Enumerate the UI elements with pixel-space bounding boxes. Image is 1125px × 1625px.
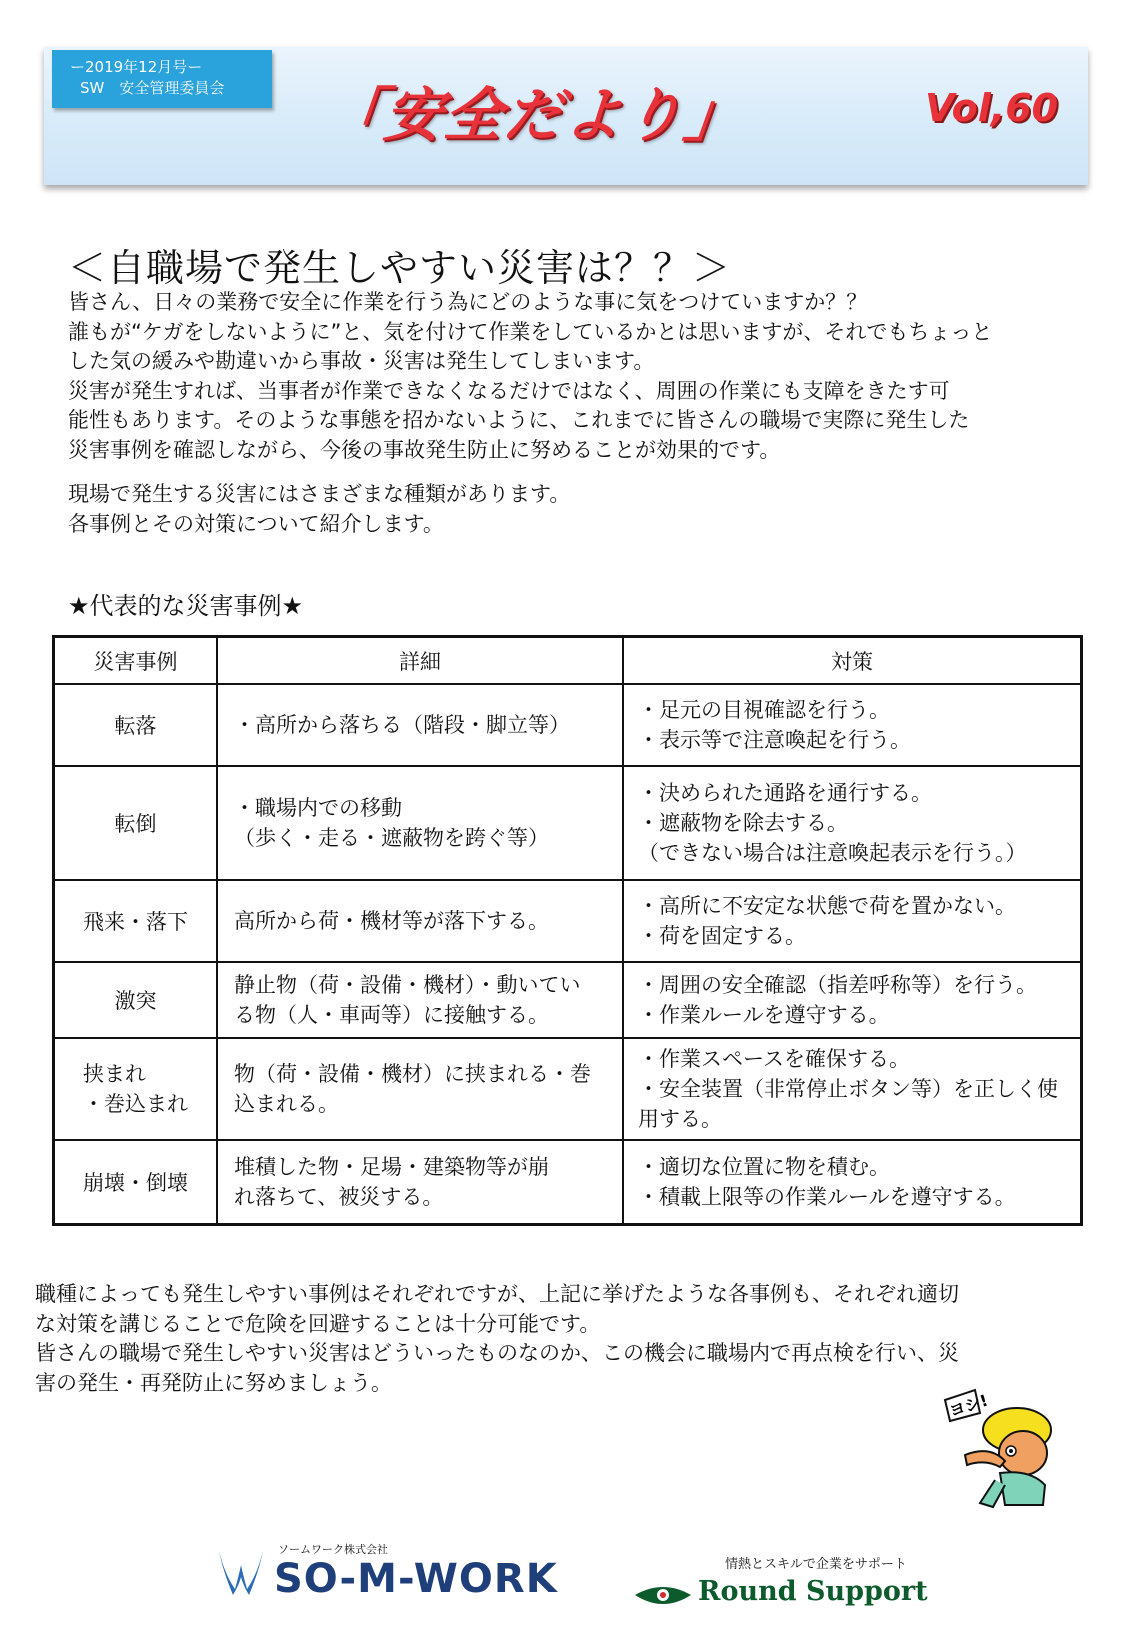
issue-badge <box>52 50 272 108</box>
som-work-logo-icon <box>215 1545 267 1597</box>
detail-cell <box>217 962 623 1038</box>
detail-line: る物（人・車両等）に接触する。 <box>234 1003 549 1027</box>
mascot-speech: ヨシ! <box>946 1390 991 1421</box>
mascot-pointing-illustration <box>905 1385 1070 1510</box>
intro-line: 現場で発生する災害にはさまざまな種類があります。 <box>68 482 571 506</box>
newsletter-title: 「安全だより」 <box>320 81 749 149</box>
detail-cell <box>217 1038 623 1140</box>
measure-line: ・安全装置（非常停止ボタン等）を正しく使 <box>638 1077 1058 1101</box>
mascot-body <box>945 1390 1051 1507</box>
measure-cell <box>623 684 1082 766</box>
som-work-company-label: ソームワーク株式会社 <box>278 1543 388 1556</box>
table-row <box>54 1140 1082 1224</box>
table-row <box>54 684 1082 766</box>
detail-cell <box>217 1140 623 1224</box>
section-title: ★代表的な災害事例★ <box>68 592 304 620</box>
case-label: 転倒 <box>114 812 157 836</box>
measure-cell <box>623 766 1082 880</box>
measure-cell <box>623 962 1082 1038</box>
som-work-name: SO-M-WORK <box>274 1556 558 1602</box>
closing-line: 職種によっても発生しやすい事例はそれぞれですが、上記に挙げたような各事例も、それぞれ適切 <box>35 1282 959 1306</box>
case-label: 挟まれ <box>83 1062 146 1086</box>
issue-date: ー2019年12月号ー <box>70 58 203 76</box>
column-header-detail: 詳細 <box>217 637 623 685</box>
detail-cell <box>217 684 623 766</box>
round-support-logo-icon <box>633 1583 693 1613</box>
detail-line: 込まれる。 <box>234 1092 339 1116</box>
case-cell <box>54 766 218 880</box>
case-cell <box>54 1140 218 1224</box>
intro-line: 皆さん、日々の業務で安全に作業を行う為にどのような事に気をつけていますか？？ <box>68 290 868 314</box>
measure-cell <box>623 880 1082 962</box>
table-row <box>54 766 1082 880</box>
measure-line: ・作業スペースを確保する。 <box>638 1047 910 1071</box>
intro-paragraph <box>68 288 1068 465</box>
disaster-cases-table <box>52 635 1083 1226</box>
detail-line: れ落ちて、被災する。 <box>234 1184 444 1209</box>
article-heading: ＜自職場で発生しやすい災害は？？＞ <box>68 246 732 290</box>
column-header-measure: 対策 <box>623 637 1082 685</box>
table-header-row <box>54 637 1082 685</box>
measure-line: ・周囲の安全確認（指差呼称等）を行う。 <box>638 973 1037 997</box>
measure-line: ・高所に不安定な状態で荷を置かない。 <box>638 894 1016 918</box>
measure-line: （できない場合は注意喚起表示を行う。） <box>638 841 1027 865</box>
intro-paragraph-2 <box>68 480 1068 539</box>
intro-line: 災害事例を確認しながら、今後の事故発生防止に努めることが効果的です。 <box>68 437 781 462</box>
intro-line: 能性もあります。そのような事態を招かないように、これまでに皆さんの職場で実際に発生した <box>68 408 970 432</box>
measure-cell <box>623 1038 1082 1140</box>
detail-line: （歩く・走る・遮蔽物を跨ぐ等） <box>234 826 549 850</box>
detail-cell <box>217 766 623 880</box>
case-cell <box>54 962 218 1038</box>
detail-line: 物（荷・設備・機材）に挟まれる・巻 <box>234 1062 591 1086</box>
measure-line: ・遮蔽物を除去する。 <box>638 811 848 835</box>
detail-line: 高所から荷・機材等が落下する。 <box>234 909 549 933</box>
case-label: ・巻込まれ <box>83 1092 188 1116</box>
measure-line: ・表示等で注意喚起を行う。 <box>638 728 911 752</box>
measure-line: ・足元の目視確認を行う。 <box>638 698 890 722</box>
detail-line: ・高所から落ちる（階段・脚立等） <box>234 713 570 737</box>
closing-line: 害の発生・再発防止に努めましょう。 <box>35 1370 392 1395</box>
round-support-tagline: 情熱とスキルで企業をサポート <box>725 1557 907 1572</box>
table-row <box>54 962 1082 1038</box>
column-header-case: 災害事例 <box>54 637 218 685</box>
volume-number: Vol,60 <box>925 86 1059 130</box>
case-cell <box>54 1038 218 1140</box>
issue-committee: SW 安全管理委員会 <box>80 79 225 97</box>
measure-line: ・適切な位置に物を積む。 <box>638 1154 890 1179</box>
detail-cell <box>217 880 623 962</box>
detail-line: 堆積した物・足場・建築物等が崩 <box>234 1154 549 1179</box>
measure-line: ・決められた通路を通行する。 <box>638 781 932 805</box>
measure-line: 用する。 <box>638 1107 722 1131</box>
closing-line: な対策を講じることで危険を回避することは十分可能です。 <box>35 1311 601 1336</box>
round-support-name: Round Support <box>698 1576 928 1607</box>
closing-paragraph <box>35 1280 1095 1398</box>
case-cell <box>54 684 218 766</box>
case-label: 激突 <box>114 989 157 1013</box>
case-label: 転落 <box>114 714 157 738</box>
case-cell <box>54 880 218 962</box>
case-label: 崩壊・倒壊 <box>83 1170 188 1195</box>
detail-line: ・職場内での移動 <box>234 796 402 820</box>
table-row <box>54 1038 1082 1140</box>
measure-cell <box>623 1140 1082 1224</box>
case-label: 飛来・落下 <box>83 910 188 934</box>
intro-line: 誰もが“ケガをしないように”と、気を付けて作業をしているかとは思いますが、それでもちょっと <box>68 319 993 344</box>
measure-line: ・積載上限等の作業ルールを遵守する。 <box>638 1184 1016 1209</box>
intro-line: した気の緩みや勘違いから事故・災害は発生してしまいます。 <box>68 349 655 373</box>
closing-line: 皆さんの職場で発生しやすい災害はどういったものなのか、この機会に職場内で再点検を行い、災 <box>35 1341 959 1365</box>
detail-line: 静止物（荷・設備・機材）・動いてい <box>234 973 581 997</box>
table-row <box>54 880 1082 962</box>
measure-line: ・作業ルールを遵守する。 <box>638 1003 890 1027</box>
intro-line: 各事例とその対策について紹介します。 <box>68 511 444 536</box>
intro-line: 災害が発生すれば、当事者が作業できなくなるだけではなく、周囲の作業にも支障をきたす可 <box>68 378 950 403</box>
measure-line: ・荷を固定する。 <box>638 924 806 948</box>
